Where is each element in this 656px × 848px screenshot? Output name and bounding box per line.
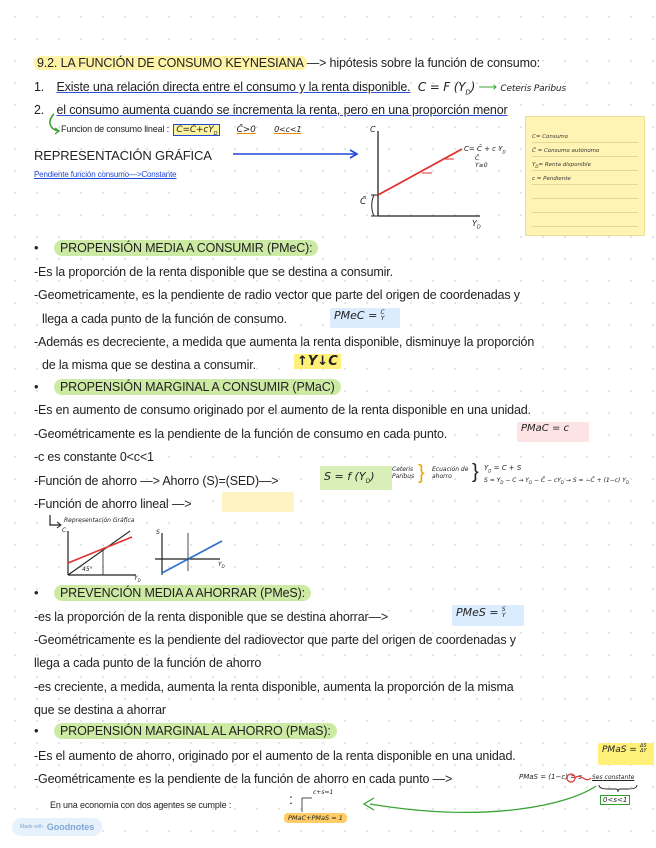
hypothesis-2 [34, 102, 508, 118]
branch-lines-icon [300, 795, 320, 815]
lineal-cond1: C̄>0 [236, 125, 256, 135]
pmec-arrows: ↑Y↓C [294, 354, 341, 369]
brace-icon: } [472, 461, 479, 483]
pmes-line-4: -es creciente, a medida, aumenta la renta disponible, aumenta la proporción de la misma [34, 680, 514, 694]
pmas-value: PMaS = (1−c) = s [519, 773, 582, 781]
hypothesis-text: el consumo aumenta cuando se incrementa la renta, pero en una proporción menor [56, 103, 508, 117]
legend-consumo-autonomo: C̄ = Consumo autónomo [532, 148, 600, 154]
ecuacion-ahorro-label: Ecuación de ahorro [432, 466, 469, 480]
hypothesis-number: 2. [34, 103, 45, 117]
pmec-line-3: llega a cada punto de la función de consumo. [42, 312, 287, 326]
footer-eq-bottom: PMaC+PMaS = 1 [284, 813, 347, 823]
pmas-range: 0<s<1 [600, 795, 630, 805]
watermark-brand: Goodnotes [46, 822, 95, 832]
pmac-line-4: -Función de ahorro —> Ahorro (S)=(SED)—> [34, 474, 279, 488]
consumption-graph [362, 125, 512, 233]
ceteris-paribus-label: Ceteris Paribus [392, 466, 415, 480]
pmec-formula: PMeC = C Y [330, 308, 400, 328]
ahorro-eq-1: $Y_D = C + S$ [484, 464, 522, 474]
pmac-line-2: -Geométricamente es la pendiente de la función de consumo en cada punto. [34, 427, 448, 441]
brace-icon: } [418, 462, 425, 484]
sketch-angle-label: 45° [82, 566, 93, 573]
sketch-yd-label-2: $Y_D$ [218, 561, 225, 570]
bullet: • [34, 585, 39, 600]
ahorro-sketch [40, 513, 240, 583]
ceteris-paribus-note: Ceteris Paribus [500, 84, 567, 94]
goodnotes-watermark [12, 818, 102, 836]
pmes-line-3: llega a cada punto de la función de ahorro [34, 656, 262, 670]
lineal-cond2: 0<c<1 [274, 125, 302, 134]
pmec-line-4: -Además es decreciente, a medida que aumenta la renta disponible, disminuye la proporción [34, 335, 535, 349]
representacion-subtitle: Pendiente función consumo—>Constante [34, 170, 177, 179]
ahorro-eq-2: $S = Y_D - C \to Y_D$ − C̄ − $cY_D \to S$ = −C̄ + (1−c) $Y_D$ [484, 477, 630, 486]
pmas-constante: Ses constante [592, 774, 635, 781]
lineal-row [61, 121, 301, 142]
footer-text: En una economía con dos agentes se cumple : [50, 800, 232, 810]
representacion-title: REPRESENTACIÓN GRÁFICA [34, 148, 212, 163]
pmac-heading: PROPENSIÓN MARGINAL A CONSUMIR (PMaC) [54, 379, 341, 395]
green-arrow-icon: ⟶ [478, 79, 498, 94]
pmes-line-1: -es la proporción de la renta disponible que se destina ahorrar—> [34, 610, 389, 624]
sketch-c-label: C [62, 527, 67, 534]
footer-eq-top: c+s=1 [313, 789, 334, 796]
legend-consumo: C= Consumo [532, 134, 568, 140]
legend-renta: $Y_D=$ Renta disponible [532, 162, 591, 170]
slope-label: C̄ Y≥0 [475, 155, 488, 169]
pmec-line-2: -Geometricamente, es la pendiente de radio vector que parte del origen de coordenadas y [34, 288, 520, 302]
pmes-heading: PREVENCIÓN MEDIA A AHORRAR (PMeS): [54, 585, 311, 601]
section-title-highlight: 9.2. LA FUNCIÓN DE CONSUMO KEYNESIANA [34, 56, 307, 70]
hypothesis-number: 1. [34, 80, 45, 94]
pmas-line-2: -Geométricamente es la pendiente de la función de ahorro en cada punto —> [34, 772, 453, 786]
lineal-label: Funcion de consumo lineal : [61, 124, 170, 134]
pmes-formula: PMeS = S Y [452, 605, 524, 626]
lineal-formula: $C=C̄+cY_D$ [173, 124, 220, 136]
pmes-line-2: -Geométricamente es la pendiente del radiovector que parte del origen de coordenadas y [34, 633, 516, 647]
legend-note [525, 116, 645, 236]
hypothesis-hand-formula: C = F $(Y_D)$ [417, 80, 476, 97]
hypothesis-1 [34, 79, 566, 100]
colon-icon: : [289, 791, 293, 807]
pmec-heading: PROPENSIÓN MEDIA A CONSUMIR (PMeC): [54, 240, 318, 256]
ahorro-lineal-box [222, 492, 294, 512]
pmac-line-3: -c es constante 0<c<1 [34, 450, 154, 464]
line-label: C= C̄ + c $Y_D$ [464, 145, 506, 155]
pmac-formula: PMaC = c [517, 422, 589, 442]
legend-pendiente: c = Pendiente [532, 176, 571, 182]
bullet: • [34, 723, 39, 738]
axis-y-label: C [370, 125, 376, 134]
blue-arrow-icon [232, 148, 362, 160]
ahorro-formula: S = f $(Y_D)$ [320, 466, 392, 490]
sketch-s-label: S [156, 529, 160, 536]
bullet: • [34, 379, 39, 394]
pmas-formula: PMaS = ΔS ΔY [598, 743, 654, 765]
pmec-line-1: -Es la proporción de la renta disponible que se destina a consumir. [34, 265, 393, 279]
hypothesis-text: Existe una relación directa entre el consumo y la renta disponible. [56, 80, 411, 94]
axis-x-label: $Y_D$ [472, 219, 481, 231]
pmas-heading: PROPENSIÓN MARGINAL AL AHORRO (PMaS): [54, 723, 337, 739]
pmas-line-1: -Es el aumento de ahorro, originado por el aumento de la renta disponible en una unidad. [34, 749, 516, 763]
pmac-line-1: -Es en aumento de consumo originado por el aumento de la renta disponible en una unidad. [34, 403, 531, 417]
sketch-title: Representación Gráfica [64, 517, 135, 524]
brace-down-icon [598, 784, 638, 792]
green-long-arrow-icon [340, 784, 598, 824]
pmes-line-5: que se destina a ahorrar [34, 703, 166, 717]
bullet: • [34, 240, 39, 255]
section-title-rest: —> hipótesis sobre la función de consumo: [306, 56, 540, 70]
pmac-line-5: -Función de ahorro lineal —> [34, 497, 192, 511]
intercept-label: C̄ [360, 197, 367, 207]
pmec-line-5: de la misma que se destina a consumir. [42, 358, 256, 372]
watermark-made-with: Made with [20, 824, 43, 830]
sketch-yd-label: $Y_D$ [134, 575, 141, 584]
section-title [34, 55, 540, 71]
